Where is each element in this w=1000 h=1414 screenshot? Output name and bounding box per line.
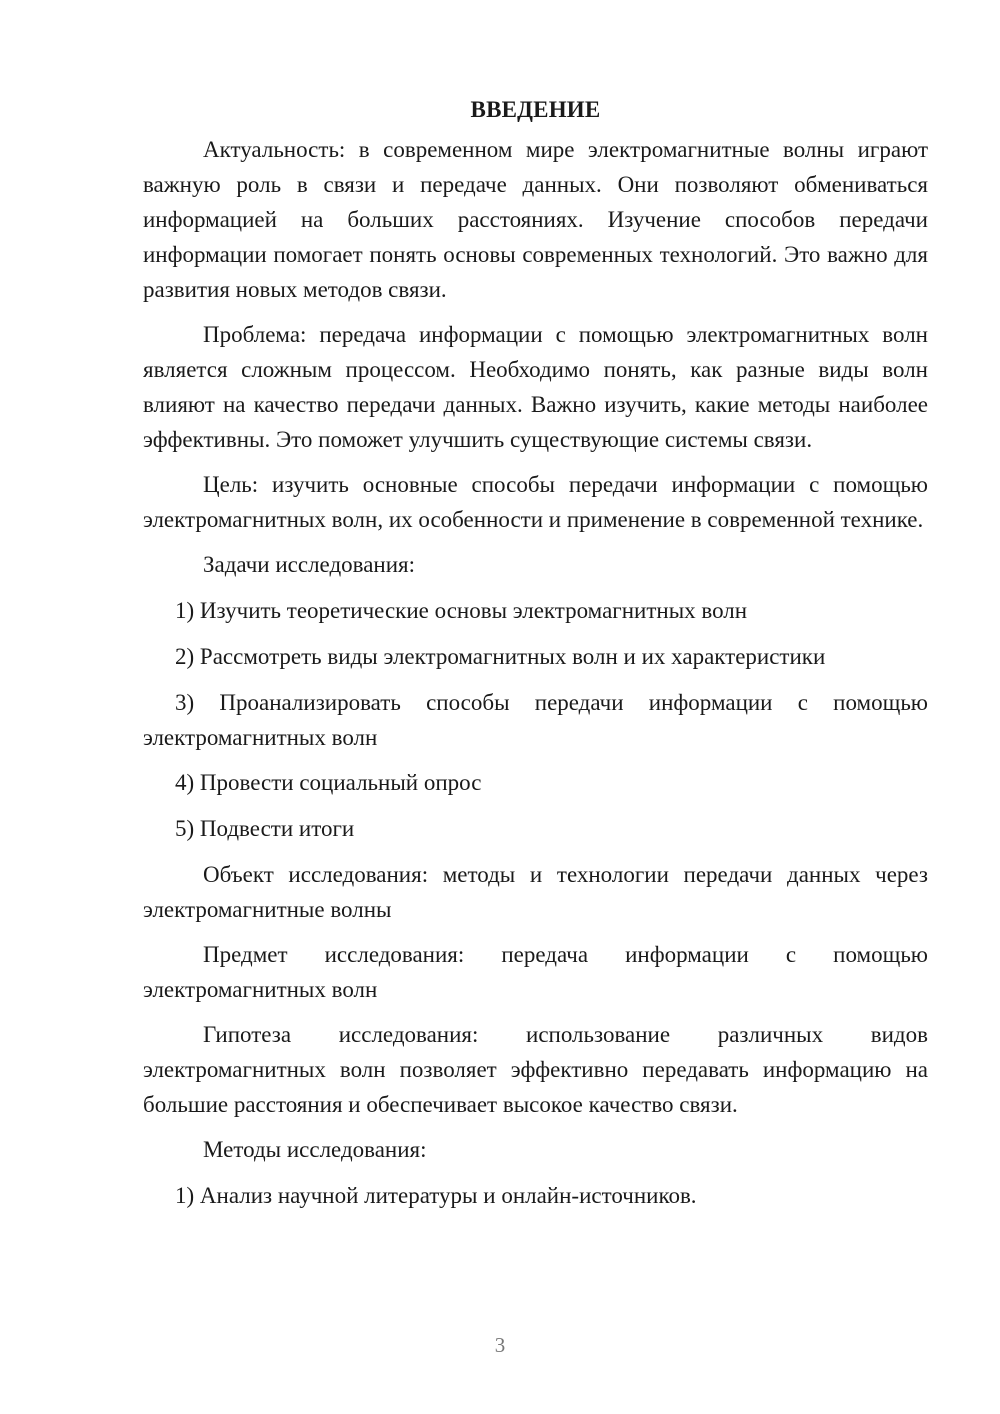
method-item-1: 1) Анализ научной литературы и онлайн-источников.: [175, 1183, 697, 1208]
task-item-3: 3) Проанализировать способы передачи информации с помощью электромагнитных волн: [143, 690, 928, 750]
object-paragraph: Объект исследования: методы и технологии передачи данных через электромагнитные волны: [143, 862, 928, 922]
tasks-title: Задачи исследования:: [203, 552, 416, 577]
document-page: [143, 88, 928, 1224]
page-number: 3: [494, 1333, 506, 1357]
task-item-2: 2) Рассмотреть виды электромагнитных волн и их характеристики: [175, 644, 826, 669]
methods-title: Методы исследования:: [203, 1137, 427, 1162]
hypothesis-paragraph: Гипотеза исследования: использование различных видов электромагнитных волн позволяет эффективно передавать информацию на большие расстояния и обеспечивает высокое качество связи.: [143, 1022, 928, 1117]
task-item-5: 5) Подвести итоги: [175, 816, 355, 841]
problem-paragraph: Проблема: передача информации с помощью электромагнитных волн является сложным процессом. Необходимо понять, как разные виды волн влияют на качество передачи данных. Важно изучить, какие методы наиболее эффективны. Это поможет улучшить существующие системы связи.: [143, 322, 928, 452]
page-title: ВВЕДЕНИЕ: [470, 97, 601, 122]
goal-paragraph: Цель: изучить основные способы передачи информации с помощью электромагнитных волн, их особенности и применение в современной технике.: [143, 472, 928, 532]
subject-paragraph: Предмет исследования: передача информации с помощью электромагнитных волн: [143, 942, 928, 1002]
relevance-paragraph: Актуальность: в современном мире электромагнитные волны играют важную роль в связи и передаче данных. Они позволяют обмениваться информацией на больших расстояниях. Изучение способов передачи информации помогает понять основы современных технологий. Это важно для развития новых методов связи.: [143, 137, 928, 302]
task-item-4: 4) Провести социальный опрос: [175, 770, 482, 795]
task-item-1: 1) Изучить теоретические основы электромагнитных волн: [175, 598, 748, 623]
